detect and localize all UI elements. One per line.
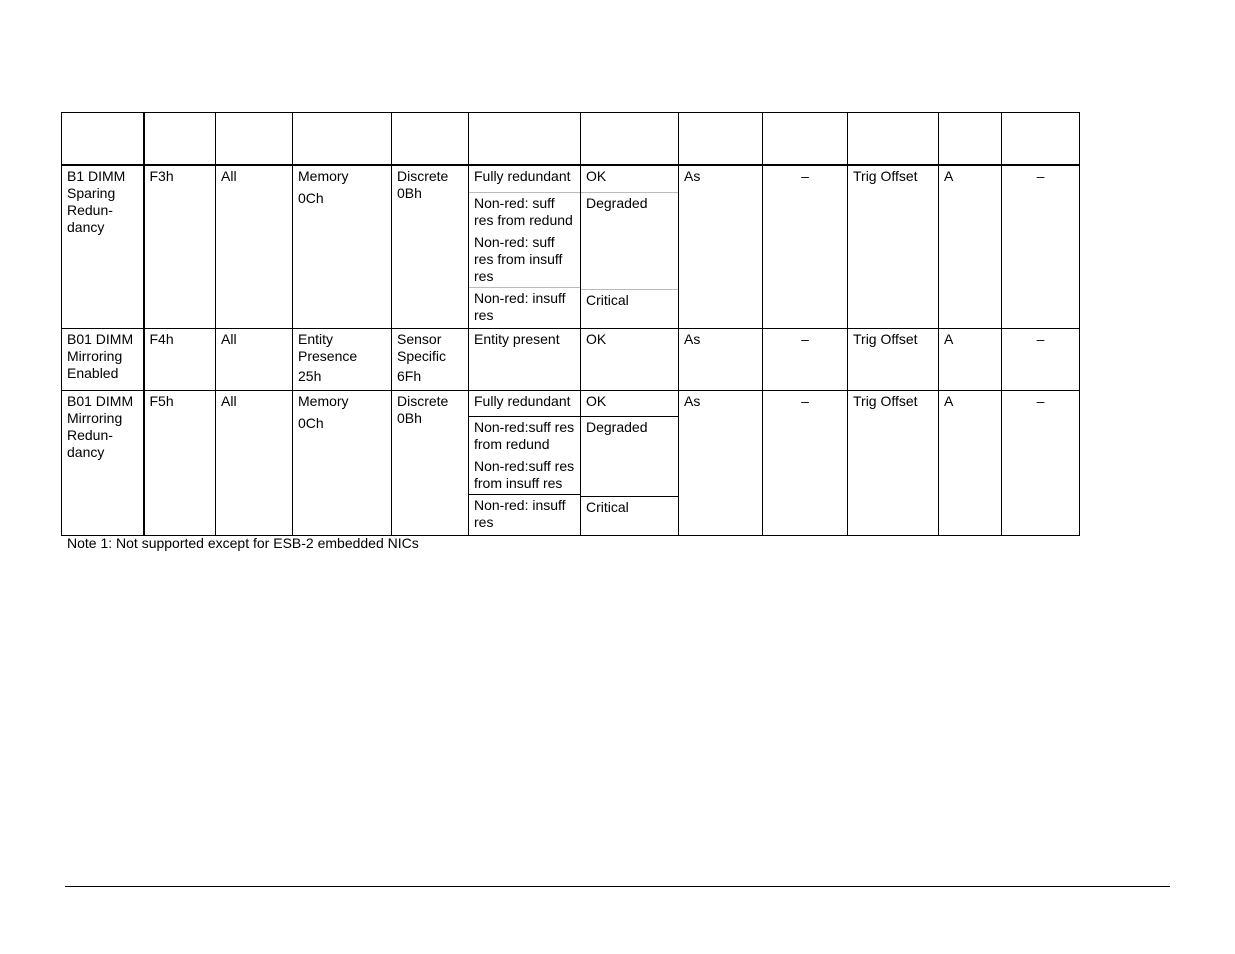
event-offset-cell [469, 390, 581, 535]
readable-cell: Trig Offset [848, 165, 939, 328]
extra-cell: – [1002, 390, 1080, 535]
header-cell [469, 113, 581, 166]
sensor-type: Memory [298, 168, 349, 184]
sensor-type-cell [293, 390, 392, 535]
sensor-name-line: Mirroring [67, 409, 123, 426]
sensor-type-code: 0Ch [298, 414, 324, 431]
standby-cell: – [763, 390, 848, 535]
event-offset-cell: Entity present [469, 328, 581, 390]
event-offset: Non-red: insuff res [469, 494, 580, 533]
header-cell [848, 113, 939, 166]
sensor-type-cell [293, 165, 392, 328]
sensor-type-code: 25h [298, 367, 322, 384]
footer-divider [65, 886, 1170, 887]
sensor-type-code: 0Ch [298, 190, 324, 206]
event-type-code: 0Bh [397, 185, 422, 201]
sensor-name-cell [62, 165, 144, 328]
event-offset: Fully redundant [474, 392, 571, 409]
sensor-name-cell [62, 328, 144, 390]
event-state-cell [581, 165, 679, 328]
sensor-name-line: B1 DIMM [67, 168, 126, 184]
sensor-name-line: Sparing [67, 185, 116, 201]
sensor-name-line: Mirroring [67, 347, 123, 364]
event-state: Critical [581, 289, 678, 311]
event-type-code: 0Bh [397, 409, 422, 426]
sensor-number-cell: F4h [144, 328, 216, 390]
event-state: Degraded [581, 192, 678, 289]
event-type: Sensor Specific [397, 330, 447, 364]
rearm-cell: As [679, 328, 763, 390]
sensor-type: Entity Presence [298, 330, 358, 364]
rearm-cell: As [679, 165, 763, 328]
event-offset-cell [469, 165, 581, 328]
sensor-name-line: dancy [67, 443, 105, 460]
header-cell [144, 113, 216, 166]
event-type-cell [392, 390, 469, 535]
event-type: Discrete [397, 168, 449, 184]
header-cell [679, 113, 763, 166]
event-type: Discrete [397, 392, 449, 409]
sensor-number-cell: F5h [144, 390, 216, 535]
table-header-row [62, 113, 1080, 166]
header-cell [939, 113, 1002, 166]
sensor-name-line: Enabled [67, 364, 119, 381]
sensor-type: Memory [298, 392, 349, 409]
event-offset: Non-red: insuff res [469, 287, 580, 326]
sensor-name-line: B01 DIMM [67, 392, 134, 409]
event-type-cell [392, 328, 469, 390]
event-state-cell [581, 390, 679, 535]
header-cell [763, 113, 848, 166]
table-row [62, 390, 1080, 535]
header-cell [1002, 113, 1080, 166]
table-row [62, 165, 1080, 328]
sensor-name-line: Redun- [67, 202, 113, 218]
event-offset: Non-red: suff res from insuff res [474, 234, 563, 284]
event-offset: Non-red: suff res from redund [469, 192, 580, 232]
readable-cell: Trig Offset [848, 390, 939, 535]
standby-cell: – [763, 165, 848, 328]
sensor-type-cell [293, 328, 392, 390]
event-type-code: 6Fh [397, 367, 422, 384]
event-state: Degraded [581, 416, 678, 496]
event-state: OK [586, 168, 607, 184]
header-cell [216, 113, 293, 166]
rearm-cell: As [679, 390, 763, 535]
assert-cell: A [939, 328, 1002, 390]
sensor-table [61, 112, 1080, 536]
event-state-cell: OK [581, 328, 679, 390]
event-offset: Non-red:suff res from insuff res [474, 457, 575, 491]
event-state: Critical [581, 496, 678, 518]
header-cell [293, 113, 392, 166]
sensor-name-line: dancy [67, 219, 105, 235]
table-row [62, 328, 1080, 390]
sensor-number-cell: F3h [144, 165, 216, 328]
event-offset: Fully redundant [474, 168, 571, 184]
platform-cell: All [216, 328, 293, 390]
event-type-cell [392, 165, 469, 328]
assert-cell: A [939, 390, 1002, 535]
event-state: OK [586, 392, 607, 409]
sensor-name-line: B01 DIMM [67, 330, 134, 347]
assert-cell: A [939, 165, 1002, 328]
extra-cell: – [1002, 328, 1080, 390]
standby-cell: – [763, 328, 848, 390]
extra-cell: – [1002, 165, 1080, 328]
sensor-name-cell [62, 390, 144, 535]
sensor-name-line: Redun- [67, 426, 113, 443]
header-cell [392, 113, 469, 166]
header-cell [62, 113, 144, 166]
platform-cell: All [216, 165, 293, 328]
table-footnote: Note 1: Not supported except for ESB-2 embedded NICs [67, 535, 419, 551]
readable-cell: Trig Offset [848, 328, 939, 390]
header-cell [581, 113, 679, 166]
platform-cell: All [216, 390, 293, 535]
event-offset: Non-red:suff res from redund [469, 416, 580, 456]
